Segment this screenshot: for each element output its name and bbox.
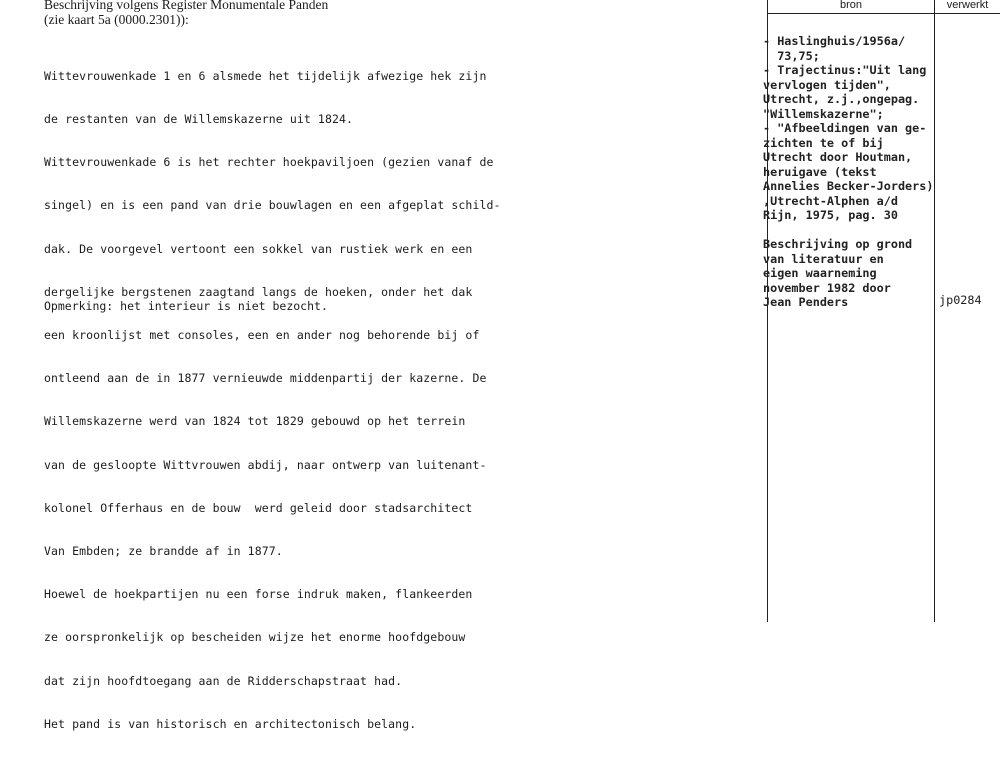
bron-line: november 1982 door — [763, 280, 891, 295]
heading-line-2: (zie kaart 5a (0000.2301)): — [44, 12, 189, 27]
description-line: ze oorspronkelijk op bescheiden wijze het enorme hoofdgebouw — [44, 630, 466, 645]
bron-line: eigen waarneming — [763, 266, 877, 280]
bron-line: - Haslinghuis/1956a/ — [763, 34, 906, 48]
description-line: Willemskazerne werd van 1824 tot 1829 gebouwd op het terrein — [44, 414, 466, 429]
description-line: singel) en is een pand van drie bouwlagen en een afgeplat schild- — [44, 198, 501, 213]
description-line: een kroonlijst met consoles, een en ander nog behorende bij of — [44, 328, 480, 343]
bron-line: Rijn, 1975, pag. 30 — [763, 208, 898, 222]
description-line: van de gesloopte Wittvrouwen abdij, naar ontwerp van luitenant- — [44, 457, 487, 472]
column-header-rule — [767, 13, 1000, 14]
bron-line — [763, 223, 993, 238]
description-line: de restanten van de Willemskazerne uit 1824. — [44, 112, 354, 127]
bron-line: - Trajectinus:"Uit lang — [763, 63, 927, 77]
verwerkt-code: jp0284 — [939, 293, 982, 307]
bron-line: 73,75; — [763, 48, 820, 63]
bron-line: van literatuur en — [763, 251, 884, 266]
bron-line: Utrecht, z.j.,ongepag. — [763, 92, 920, 106]
description-line: Wittevrouwenkade 1 en 6 alsmede het tijdelijk afwezige hek zijn — [44, 68, 487, 83]
description-line: Wittevrouwenkade 6 is het rechter hoekpaviljoen (gezien vanaf de — [44, 155, 494, 170]
description-line: ontleend aan de in 1877 vernieuwde middenpartij der kazerne. De — [44, 371, 487, 386]
bron-line: zichten te of bij — [763, 135, 884, 150]
bron-line: - "Afbeeldingen van ge- — [763, 121, 927, 135]
document-heading — [44, 0, 744, 27]
description-line: dergelijke bergstenen zaagtand langs de hoeken, onder het dak — [44, 284, 473, 299]
description-text — [44, 40, 744, 760]
bron-column-header: bron — [839, 0, 863, 11]
heading-line-1: Beschrijving volgens Register Monumentale Panden — [44, 0, 329, 12]
description-line: kolonel Offerhaus en de bouw werd geleid door stadsarchitect — [44, 500, 473, 515]
description-line: Van Embden; ze brandde af in 1877. — [44, 544, 283, 559]
verwerkt-column-header: verwerkt — [946, 0, 989, 11]
bron-line: ,Utrecht-Alphen a/d — [763, 193, 898, 208]
bron-line: Annelies Becker-Jorders) — [763, 179, 934, 193]
bron-line: Utrecht door Houtman, — [763, 150, 913, 164]
bron-line: Beschrijving op grond — [763, 237, 913, 251]
description-line: dat zijn hoofdtoegang aan de Ridderschapstraat had. — [44, 673, 403, 688]
bron-line: Jean Penders — [763, 295, 849, 309]
bron-sources — [763, 34, 993, 310]
description-line: Het pand is van historisch en architectonisch belang. — [44, 716, 417, 731]
description-line: Hoewel de hoekpartijen nu een forse indruk maken, flankeerden — [44, 587, 473, 602]
remark-text: Opmerking: het interieur is niet bezocht. — [44, 299, 328, 313]
bron-line: vervlogen tijden", — [763, 77, 891, 92]
bron-line: heruigave (tekst — [763, 164, 877, 179]
description-line: dak. De voorgevel vertoont een sokkel van rustiek werk en een — [44, 241, 473, 256]
bron-line: "Willemskazerne"; — [763, 106, 884, 121]
